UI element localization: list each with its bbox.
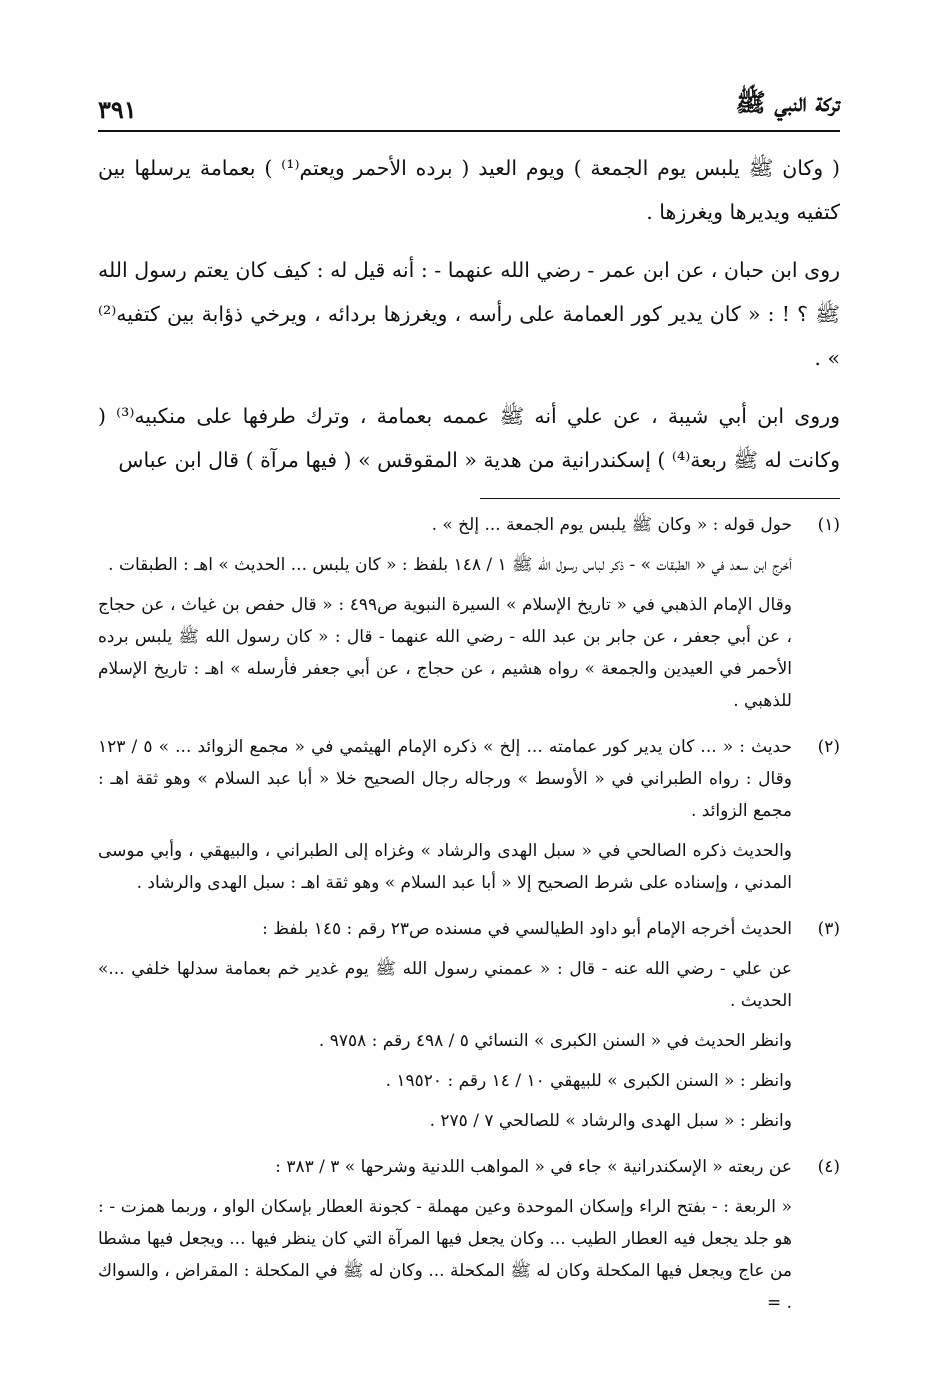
footnote-number: (١) <box>817 515 840 535</box>
book-page <box>98 78 841 1313</box>
footnote <box>98 509 840 725</box>
footnote-paragraph: والحديث ذكره الصالحي في « سبل الهدى والرشاد » وغزاه إلى الطبراني ، والبيهقي ، وأبي موسى المدني ، وإسناده على شرط الصحيح إلا « أبا عبد السلام » وهو ثقة اهـ : سبل الهدى والرشاد . <box>98 841 792 893</box>
footnote-number: (٤) <box>817 1157 840 1177</box>
footnote-separator <box>480 498 840 499</box>
footnote-number: (٣) <box>817 919 840 939</box>
footnote-paragraph: أخرج ابن سعد في « الطبقات » - ذكر لباس رسول الله ﷺ ١ / ١٤٨ بلفظ : « كان يلبس ... الحديث » اهـ : الطبقات . <box>108 555 792 575</box>
main-text <box>98 146 840 482</box>
footnote <box>98 1151 840 1327</box>
footnote-paragraph: الحديث أخرجه الإمام أبو داود الطيالسي في مسنده ص٢٣ رقم : ١٤٥ بلفظ : <box>262 919 792 939</box>
footnote-paragraph: حول قوله : « وكان ﷺ يلبس يوم الجمعة ... إلخ » . <box>431 515 792 535</box>
paragraph: روى ابن حبان ، عن ابن عمر - رضي الله عنهما - : أنه قيل له : كيف كان يعتم رسول الله ﷺ ؟ ! : « كان يدير كور العمامة على رأسه ، ويغرزها بردائه ، ويرخي ذؤابة بين كتفيه⁽²⁾ » . <box>98 258 840 370</box>
footnote-content <box>98 1151 792 1327</box>
footnote <box>98 913 840 1145</box>
footnote-number: (٢) <box>817 737 840 757</box>
footnote-content <box>98 731 792 907</box>
footnote-paragraph: عن ربعته « الإسكندرانية » جاء في « المواهب اللدنية وشرحها » ٣ / ٣٨٣ : <box>275 1157 792 1177</box>
footnote-paragraph: وانظر : « سبل الهدى والرشاد » للصالحي ٧ / ٢٧٥ . <box>429 1111 792 1131</box>
footnote-paragraph: حديث : « ... كان يدير كور عمامته ... إلخ » ذكره الإمام الهيثمي في « مجمع الزوائد ... » ٥ / ١٢٣ وقال : رواه الطبراني في « الأوسط » ورجاله رجال الصحيح خلا « أبا عبد السلام » وهو ثقة اهـ : مجمع الزوائد . <box>98 737 792 821</box>
footnote-content <box>98 509 792 725</box>
footnote-paragraph: وانظر الحديث في « السنن الكبرى » النسائي ٥ / ٤٩٨ رقم : ٩٧٥٨ . <box>318 1031 792 1051</box>
footnote-paragraph: « الربعة : - بفتح الراء وإسكان الموحدة وعين مهملة - كجونة العطار بإسكان الواو ، وربما همزت - : هو جلد يجعل فيه العطار الطيب ... وكان يجعل فيها المرآة التي كان ينظر فيها ... ويجعل فيها مشطا من عاج ويجعل فيها المكحلة وكان له ﷺ المكحلة ... وكان له ﷺ في المكحلة : المقراض ، والسواك . = <box>98 1197 792 1313</box>
footnote <box>98 731 840 907</box>
footnote-content <box>98 913 792 1145</box>
footnote-paragraph: عن علي - رضي الله عنه - قال : « عممني رسول الله ﷺ يوم غدير خم بعمامة سدلها خلفي ...» الحديث . <box>98 959 792 1011</box>
footnote-paragraph: وقال الإمام الذهبي في « تاريخ الإسلام » السيرة النبوية ص٤٩٩ : « قال حفص بن غياث ، عن حجاج ، عن أبي جعفر ، عن جابر بن عبد الله - رضي الله عنهما - قال : « كان رسول الله ﷺ يلبس برده الأحمر في العيدين والجمعة » رواه هشيم ، عن حجاج ، عن أبي جعفر فأرسله » اهـ : تاريخ الإسلام للذهبي . <box>98 595 792 711</box>
footnotes <box>98 509 840 1327</box>
paragraph: ( وكان ﷺ يلبس يوم الجمعة ) ويوم العيد ( برده الأحمر ويعتم⁽¹⁾ ) بعمامة يرسلها بين كتفيه ويديرها ويغرزها . <box>98 156 841 224</box>
paragraph: وروى ابن أبي شيبة ، عن علي أنه ﷺ عممه بعمامة ، وترك طرفها على منكبيه⁽³⁾ ( وكانت له ﷺ ربعة⁽⁴⁾ ) إسكندرانية من هدية « المقوقس » ( فيها مرآة ) قال ابن عباس <box>98 404 840 472</box>
page-header <box>98 78 840 132</box>
footnote-paragraph: وانظر : « السنن الكبرى » للبيهقي ١٠ / ١٤ رقم : ١٩٥٢٠ . <box>385 1071 792 1091</box>
running-title: تركة النبي ﷺ <box>735 88 840 117</box>
page-number: ٣٩١ <box>98 95 137 124</box>
